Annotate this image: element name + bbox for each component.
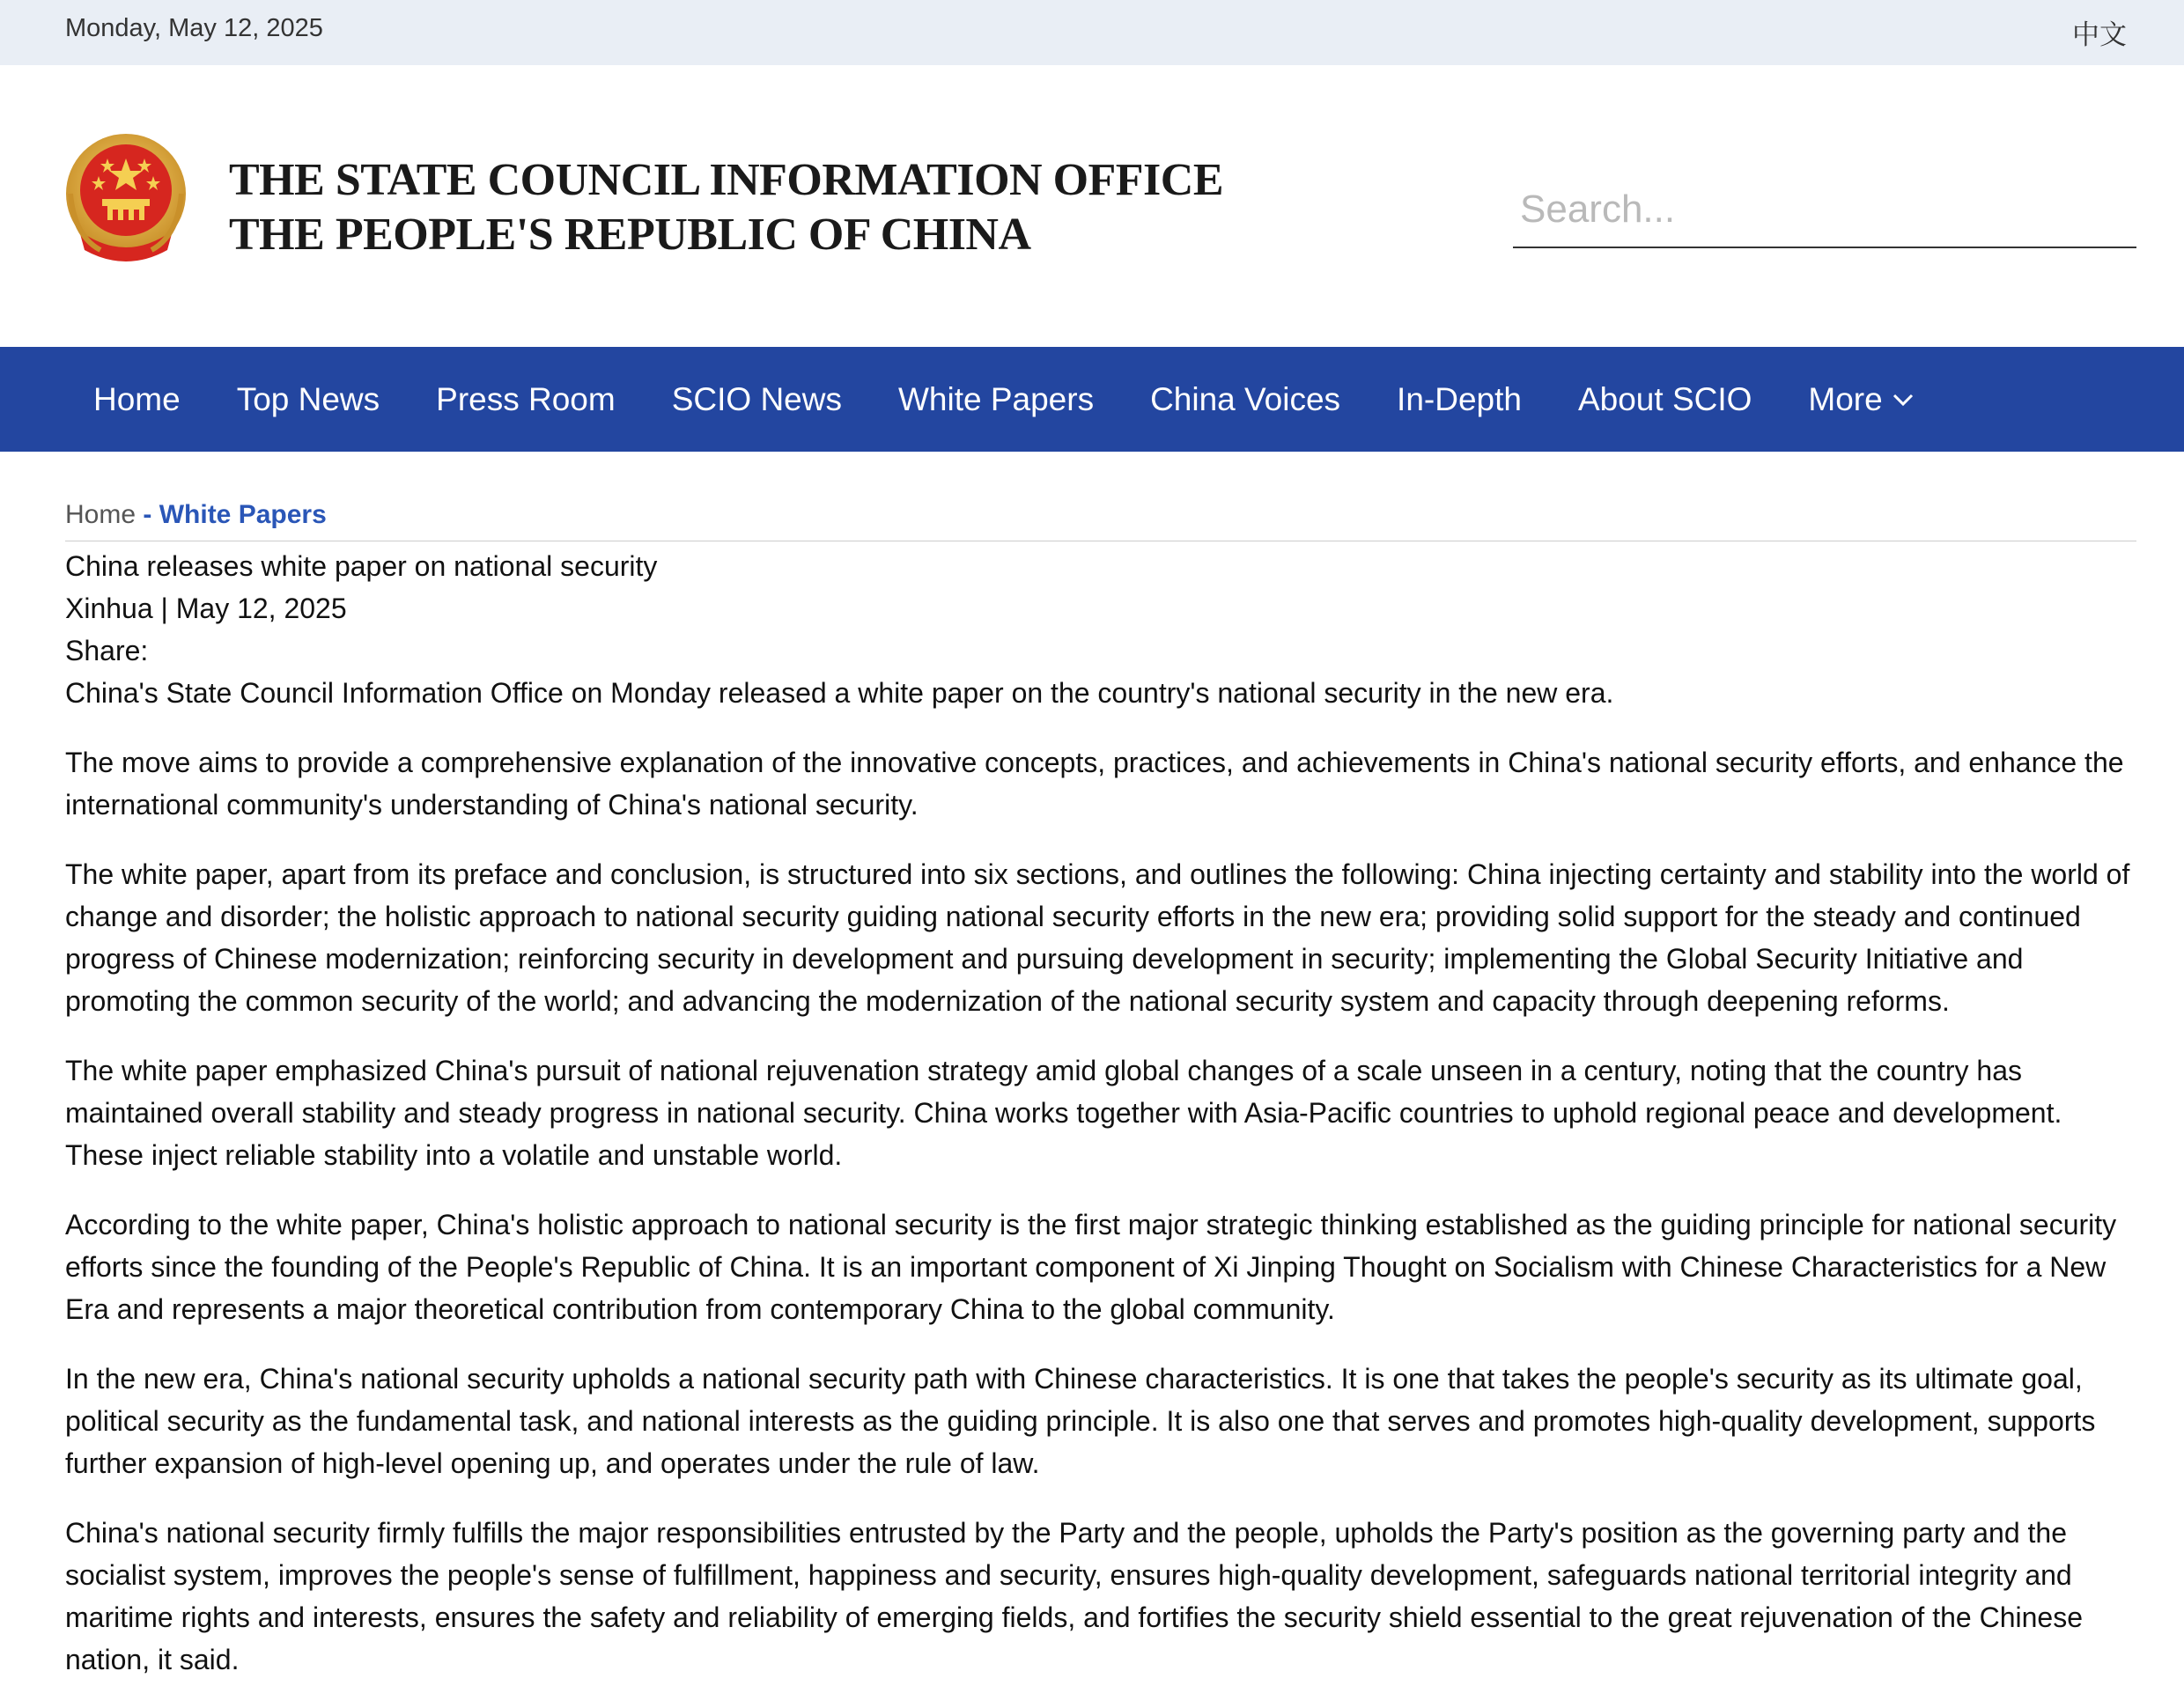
nav-item-about-scio[interactable]: About SCIO — [1577, 380, 1752, 417]
article-paragraph: In the new era, China's national security upholds a national security path with Chinese characteristics. It is one that takes the people's security as its ultimate goal, political security as the fundamental task, and national interests as the guiding principle. It is also one that serves and promotes high-quality development, supports further expansion of high-level opening up, and operates under the rule of law. — [65, 1363, 2096, 1479]
top-bar — [0, 0, 2184, 65]
nav-item-in-depth[interactable]: In-Depth — [1397, 380, 1522, 417]
chevron-down-icon — [1892, 391, 1915, 409]
national-emblem-icon[interactable] — [62, 132, 190, 262]
search-input[interactable] — [1520, 183, 2128, 236]
nav-item-scio-news[interactable]: SCIO News — [671, 380, 842, 417]
article-title: China releases white paper on national security — [65, 550, 658, 582]
current-date: Monday, May 12, 2025 — [65, 14, 323, 42]
main-navigation — [0, 347, 2184, 452]
article-paragraph: The white paper emphasized China's pursuit of national rejuvenation strategy amid global changes of a scale unseen in a century, noting that the country has maintained overall stability and steady progress in national security. China works together with Asia-Pacific countries to uphold regional peace and development. These inject reliable stability into a volatile and unstable world. — [65, 1055, 2062, 1171]
site-title-line2: THE PEOPLE'S REPUBLIC OF CHINA — [229, 210, 1031, 260]
nav-item-more[interactable] — [1780, 381, 1942, 418]
article-content — [65, 500, 2136, 1708]
site-title-line1: THE STATE COUNCIL INFORMATION OFFICE — [229, 155, 1224, 205]
article-paragraph: China's national security firmly fulfills the major responsibilities entrusted by the Party and the people, upholds the Party's position as the governing party and the socialist system, improves the people's sense of fulfillment, happiness and security, ensures high-quality development, safeguards national territorial integrity and maritime rights and interests, ensures the safety and reliability of emerging fields, and fortifies the security shield essential to the great rejuvenation of the Chinese nation, it said. — [65, 1517, 2083, 1675]
nav-item-press-room[interactable]: Press Room — [436, 380, 616, 417]
nav-item-china-voices[interactable]: China Voices — [1150, 380, 1341, 417]
nav-item-white-papers[interactable]: White Papers — [897, 380, 1095, 417]
site-header — [0, 65, 2184, 347]
breadcrumb-white-papers[interactable]: White Papers — [159, 500, 327, 529]
nav-item-more-label: More — [1808, 380, 1883, 417]
chinese-language-link[interactable]: 中文 — [2072, 19, 2127, 50]
breadcrumb-separator: - — [143, 500, 152, 529]
nav-item-top-news[interactable]: Top News — [236, 380, 380, 417]
nav-item-home[interactable]: Home — [93, 380, 181, 417]
article-byline: Xinhua | May 12, 2025 — [65, 593, 347, 624]
article-paragraph: The white paper, apart from its preface and conclusion, is structured into six sections, and outlines the following: China injecting certainty and stability into the world of change and disorder; the holistic approach to national security guiding national security efforts in the new era; providing solid support for the steady and continued progress of Chinese modernization; reinforcing security in development and pursuing development in security; implementing the Global Security Initiative and promoting the common security of the world; and advancing the modernization of the national security system and capacity through deepening reforms. — [65, 858, 2130, 1017]
article-paragraph: China's State Council Information Office on Monday released a white paper on the country's national security in the new era. — [65, 677, 1614, 709]
site-title[interactable] — [229, 153, 1223, 262]
article-paragraph: According to the white paper, China's holistic approach to national security is the first major strategic thinking established as the guiding principle for national security efforts since the founding of the People's Republic of China. It is an important component of Xi Jinping Thought on Socialism with Chinese Characteristics for a New Era and represents a major theoretical contribution from contemporary China to the global community. — [65, 1209, 2117, 1325]
breadcrumb — [65, 500, 2136, 541]
search-box — [1513, 167, 2136, 248]
article-paragraph: The move aims to provide a comprehensive explanation of the innovative concepts, practices, and achievements in China's national security efforts, and enhance the international community's understanding of China's national security. — [65, 747, 2124, 821]
share-label: Share: — [65, 635, 149, 666]
breadcrumb-home[interactable]: Home — [65, 500, 136, 529]
